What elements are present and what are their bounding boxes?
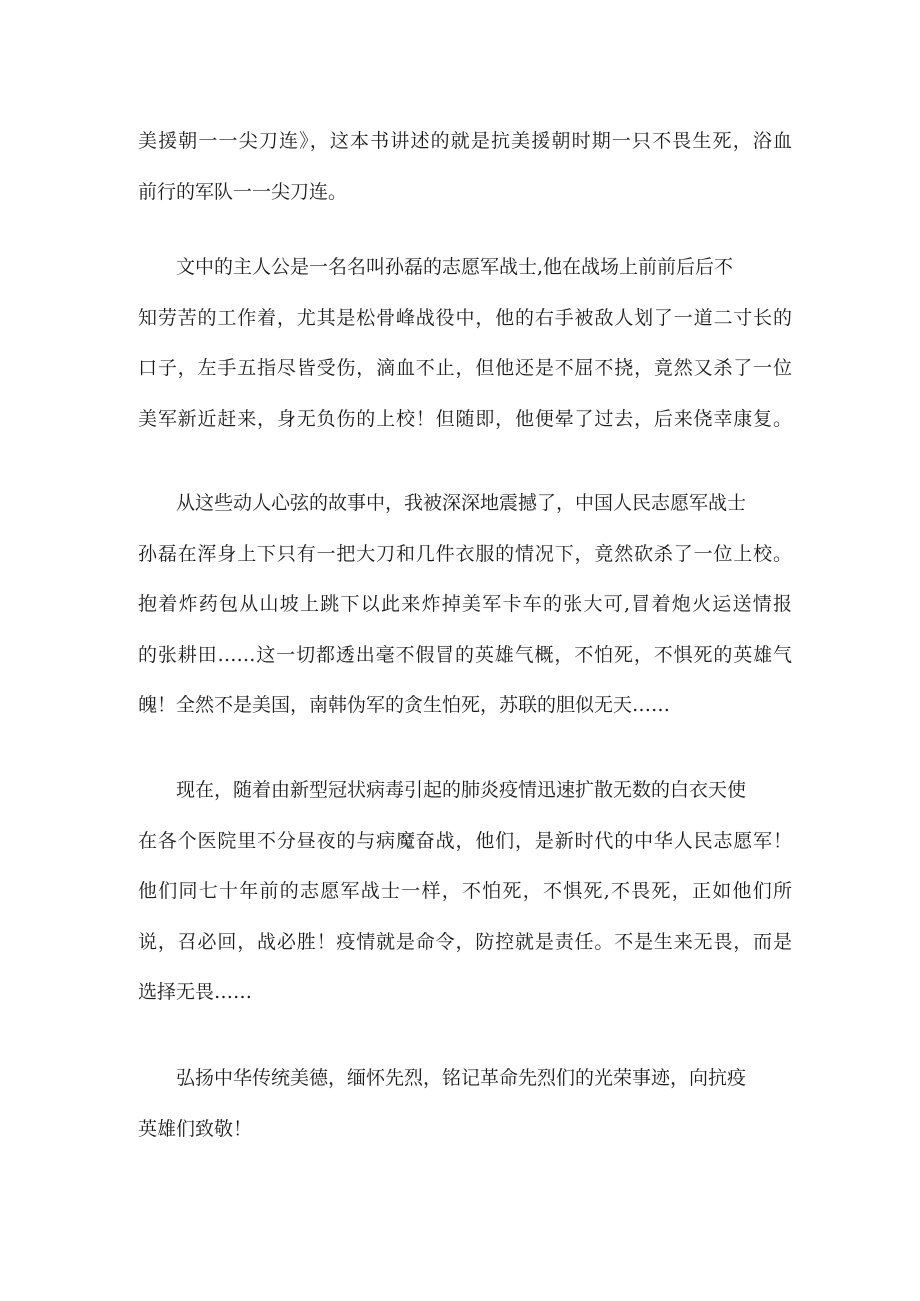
paragraph-2 — [138, 242, 792, 444]
paragraph-line: 美援朝一一尖刀连》，这本书讲述的就是抗美援朝时期一只不畏生死，浴血 — [138, 130, 792, 152]
paragraph-line: 在各个医院里不分昼夜的与病魔奋战，他们，是新时代的中华人民志愿军！ — [138, 829, 792, 852]
paragraph-line: 选择无畏…… — [138, 981, 253, 1003]
paragraph-line: 孙磊在浑身上下只有一把大刀和几件衣服的情况下，竟然砍杀了一位上校。 — [138, 542, 792, 565]
paragraph-line: 现在，随着由新型冠状病毒引起的肺炎疫情迅速扩散无数的白衣天使 — [138, 779, 747, 801]
paragraph-line: 从这些动人心弦的故事中，我被深深地震撼了，中国人民志愿军战士 — [138, 492, 747, 514]
paragraph-line: 美军新近赶来，身无负伤的上校！但随即，他便晕了过去，后来侥幸康复。 — [138, 407, 792, 430]
paragraph-line: 他们同七十年前的志愿军战士一样，不怕死，不惧死,不畏死，正如他们所 — [138, 880, 792, 902]
paragraph-line: 前行的军队一一尖刀连。 — [138, 180, 348, 203]
paragraph-3 — [138, 478, 792, 731]
paragraph-line: 抱着炸药包从山坡上跳下以此来炸掉美军卡车的张大可,冒着炮火运送情报 — [138, 593, 792, 615]
paragraph-line: 口子，左手五指尽皆受伤，滴血不止，但他还是不屈不挠，竟然又杀了一位 — [138, 357, 792, 379]
paragraph-1 — [138, 116, 792, 217]
paragraph-line: 文中的主人公是一名名叫孙磊的志愿军战士,他在战场上前前后后不 — [138, 256, 734, 278]
paragraph-line: 知劳苦的工作着，尤其是松骨峰战役中，他的右手被敌人划了一道二寸长的 — [138, 306, 792, 329]
paragraph-line: 英雄们致敬！ — [138, 1117, 253, 1140]
paragraph-line: 的张耕田……这一切都透出毫不假冒的英雄气概，不怕死，不惧死的英雄气 — [138, 643, 792, 666]
paragraph-line: 说，召必回，战必胜！疫情就是命令，防控就是责任。不是生来无畏，而是 — [138, 930, 792, 953]
paragraph-line: 弘扬中华传统美德，缅怀先烈，铭记革命先烈们的光荣事迹，向抗疫 — [138, 1067, 747, 1089]
paragraph-line: 魄！全然不是美国，南韩伪军的贪生怕死，苏联的胆似无天…… — [138, 694, 671, 716]
paragraph-5 — [138, 1053, 792, 1154]
paragraph-4 — [138, 765, 792, 1018]
